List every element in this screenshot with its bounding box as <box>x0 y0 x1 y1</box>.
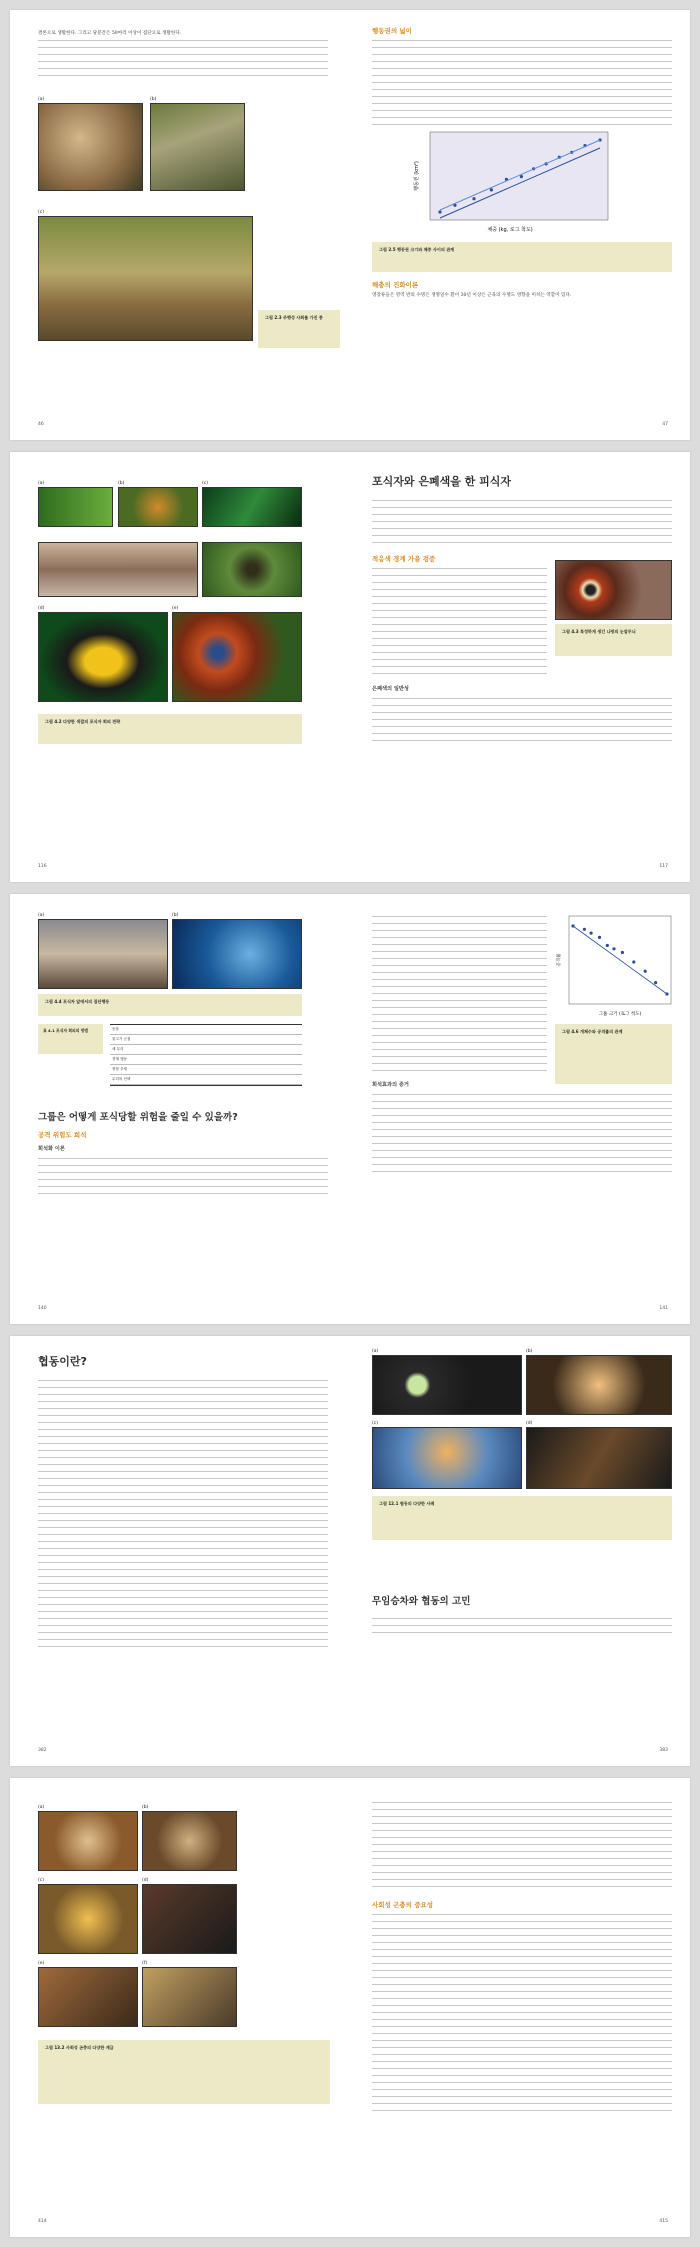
caterpillar-photo <box>38 487 113 527</box>
table-row: 경계 행동 <box>110 1055 302 1065</box>
page-number: 140 <box>38 1306 47 1311</box>
tarsier-photo <box>38 103 143 191</box>
closing-text: 영장류들은 영역 반의 수명은 생명일수 환이 30년 이상은 근육의 수명도 영향을 미치는 역할이 있다. <box>372 293 572 298</box>
page-382 <box>10 1336 350 1766</box>
body-text-lines <box>372 498 672 546</box>
page-117 <box>350 452 690 882</box>
intro-text: 결론으로 생활한다. 그리고 당분간은 50마리 이상이 집단으로 생활한다. <box>38 31 182 36</box>
x-axis-label: 체중 (kg, 로그 척도) <box>487 227 533 233</box>
page-number: 116 <box>38 864 47 869</box>
data-point <box>520 175 523 178</box>
page-number: 383 <box>659 1748 668 1753</box>
figure-caption <box>555 1024 672 1084</box>
table-row: 새 무리 <box>110 1045 302 1055</box>
page-415 <box>350 1778 690 2237</box>
data-point <box>644 970 647 973</box>
subheading: 희석효과의 증거 <box>372 1082 409 1088</box>
page-141 <box>350 894 690 1324</box>
ants-photo <box>526 1427 672 1489</box>
page-number: 47 <box>662 422 668 427</box>
table-row: 동물 <box>110 1025 302 1035</box>
caption-title: 그림 4.4 포식자 앞에서의 집단행동 <box>45 999 110 1004</box>
caption-title: 그림 2.3 주행성 사회를 가진 종 <box>265 315 323 320</box>
body-text-lines <box>38 1378 328 1648</box>
subheading: 은폐색의 일반성 <box>372 686 409 692</box>
figure-caption <box>372 242 672 272</box>
page-spread-2 <box>10 452 690 882</box>
beetle-photo <box>118 487 198 527</box>
attack-rate-chart <box>555 914 673 1019</box>
section-title: 그룹은 어떻게 포식당할 위험을 줄일 수 있을까? <box>38 1112 238 1123</box>
figure-caption <box>258 310 340 348</box>
caption-title: 그림 4.3 특정하게 생긴 나방의 눈알무늬 <box>562 629 636 634</box>
body-text-lines <box>372 38 672 126</box>
data-point <box>612 947 615 950</box>
data-point <box>632 960 635 963</box>
photo-label-a: (a) <box>38 913 45 918</box>
caption-title: 그림 4.6 개체수와 공격률의 관계 <box>562 1029 623 1034</box>
eyespot-moth-photo <box>555 560 672 620</box>
page-title: 포식자와 은폐색을 한 피식자 <box>372 475 511 488</box>
photo-label-a: (a) <box>38 1805 45 1810</box>
algae-colony-photo <box>372 1355 522 1415</box>
section-heading: 적응색 경계 가을 검증 <box>372 555 436 563</box>
table-title-text: 표 4.1 포식자 회피의 방법 <box>43 1028 89 1033</box>
figure-caption <box>38 994 302 1016</box>
fish-school-photo <box>172 919 302 989</box>
body-text-lines <box>372 1912 672 2112</box>
slime-mold-photo <box>526 1355 672 1415</box>
monkey-photo <box>150 103 245 191</box>
caption-title: 그림 12.1 협동의 다양한 사례 <box>379 1501 435 1506</box>
body-text-lines <box>372 696 672 746</box>
data-point <box>472 197 475 200</box>
predator-table <box>110 1024 302 1086</box>
bee-colony-photo <box>142 1967 237 2027</box>
stick-insect-photo <box>202 487 302 527</box>
data-point <box>490 188 493 191</box>
body-text-lines <box>372 566 547 676</box>
data-point <box>621 951 624 954</box>
page-number: 415 <box>659 2219 668 2224</box>
page-116 <box>10 452 350 882</box>
ladybird-photo <box>202 542 302 597</box>
figure-caption <box>38 714 302 744</box>
photo-label-d: (d) <box>38 606 45 611</box>
photo-label-b: (b) <box>118 481 125 486</box>
photo-label-a: (a) <box>38 97 45 102</box>
photo-label-c: (c) <box>202 481 208 486</box>
plot-area <box>430 132 608 220</box>
body-text-lines <box>372 1092 672 1172</box>
photo-label-b: (b) <box>526 1349 533 1354</box>
data-point <box>438 210 441 213</box>
page-number: 117 <box>659 864 668 869</box>
data-point <box>598 936 601 939</box>
data-point <box>606 944 609 947</box>
starling-flock-photo <box>38 919 168 989</box>
photo-label-b: (b) <box>142 1805 149 1810</box>
termite-workers-photo <box>142 1811 237 1871</box>
photo-label-e: (e) <box>38 1961 45 1966</box>
photo-label-b: (b) <box>150 97 157 102</box>
photo-label-e: (e) <box>172 606 179 611</box>
page-414 <box>10 1778 350 2237</box>
photo-label-f: (f) <box>142 1961 148 1966</box>
section-heading: 사회성 곤충의 중요성 <box>372 1901 434 1909</box>
page-140 <box>10 894 350 1324</box>
caption-title: 그림 2.5 행동권 크기와 체중 사이의 관계 <box>379 247 455 252</box>
termite-queen-photo <box>38 1811 138 1871</box>
table-row: 정찰 우세 <box>110 1065 302 1075</box>
y-axis-label: 공격률 <box>557 953 562 967</box>
butterfly-photo <box>172 612 302 702</box>
figure-caption <box>38 2040 330 2104</box>
body-text-lines <box>38 38 328 80</box>
photo-label-d: (d) <box>526 1421 533 1426</box>
page-title: 협동이란? <box>38 1355 87 1368</box>
photo-label-c: (c) <box>372 1421 378 1426</box>
figure-caption <box>372 1496 672 1540</box>
caption-title: 그림 4.2 다양한 색깔의 포식자 회피 전략 <box>45 719 121 724</box>
photo-label-d: (d) <box>142 1878 149 1883</box>
body-text-lines <box>38 1156 328 1196</box>
poison-frog-photo <box>38 612 168 702</box>
data-point <box>583 928 586 931</box>
figure-caption <box>555 624 672 656</box>
page-number: 414 <box>38 2219 47 2224</box>
page-number: 382 <box>38 1748 47 1753</box>
section-heading: 행동권의 넓이 <box>372 27 412 35</box>
photo-label-a: (a) <box>372 1349 379 1354</box>
photo-label-c: (c) <box>38 210 44 215</box>
page-383 <box>350 1336 690 1766</box>
body-text-lines <box>372 1800 672 1890</box>
y-axis-label: 행동권 (km²) <box>414 161 420 191</box>
page-spread-1 <box>10 10 690 440</box>
page-spread-5 <box>10 1778 690 2237</box>
honeypot-ant-photo <box>38 1884 138 1954</box>
page-number: 46 <box>38 422 44 427</box>
section-heading: 공격 위험도 희석 <box>38 1131 87 1139</box>
page-spread-4 <box>10 1336 690 1766</box>
photo-label-c: (c) <box>38 1878 44 1883</box>
table-row: 물고기 군집 <box>110 1035 302 1045</box>
page-spread-3 <box>10 894 690 1324</box>
x-axis-label: 그룹 크기 (로그 척도) <box>598 1012 642 1017</box>
baboon-photo <box>38 216 253 341</box>
body-text-lines <box>372 914 547 1074</box>
data-point <box>654 981 657 984</box>
table-title <box>38 1024 103 1054</box>
bacteria-photo <box>372 1427 522 1489</box>
section-title: 무임승차와 협동의 고민 <box>372 1596 471 1607</box>
leafcutter-ant-photo <box>38 1967 138 2027</box>
photo-label-b: (b) <box>172 913 179 918</box>
page-number: 141 <box>659 1306 668 1311</box>
subheading: 희석화 이론 <box>38 1146 65 1152</box>
body-text-lines <box>372 1616 672 1636</box>
home-range-chart <box>410 130 610 235</box>
caption-title: 그림 13.2 사회성 곤충의 다양한 계급 <box>45 2045 114 2050</box>
table-row: 무리의 선택 <box>110 1075 302 1085</box>
soldier-ant-photo <box>142 1884 237 1954</box>
photo-label-a: (a) <box>38 481 45 486</box>
page-46 <box>10 10 350 440</box>
subheading: 해충의 진화이론 <box>372 281 419 289</box>
larva-photo <box>38 542 198 597</box>
page-47 <box>350 10 690 440</box>
data-point <box>590 932 593 935</box>
